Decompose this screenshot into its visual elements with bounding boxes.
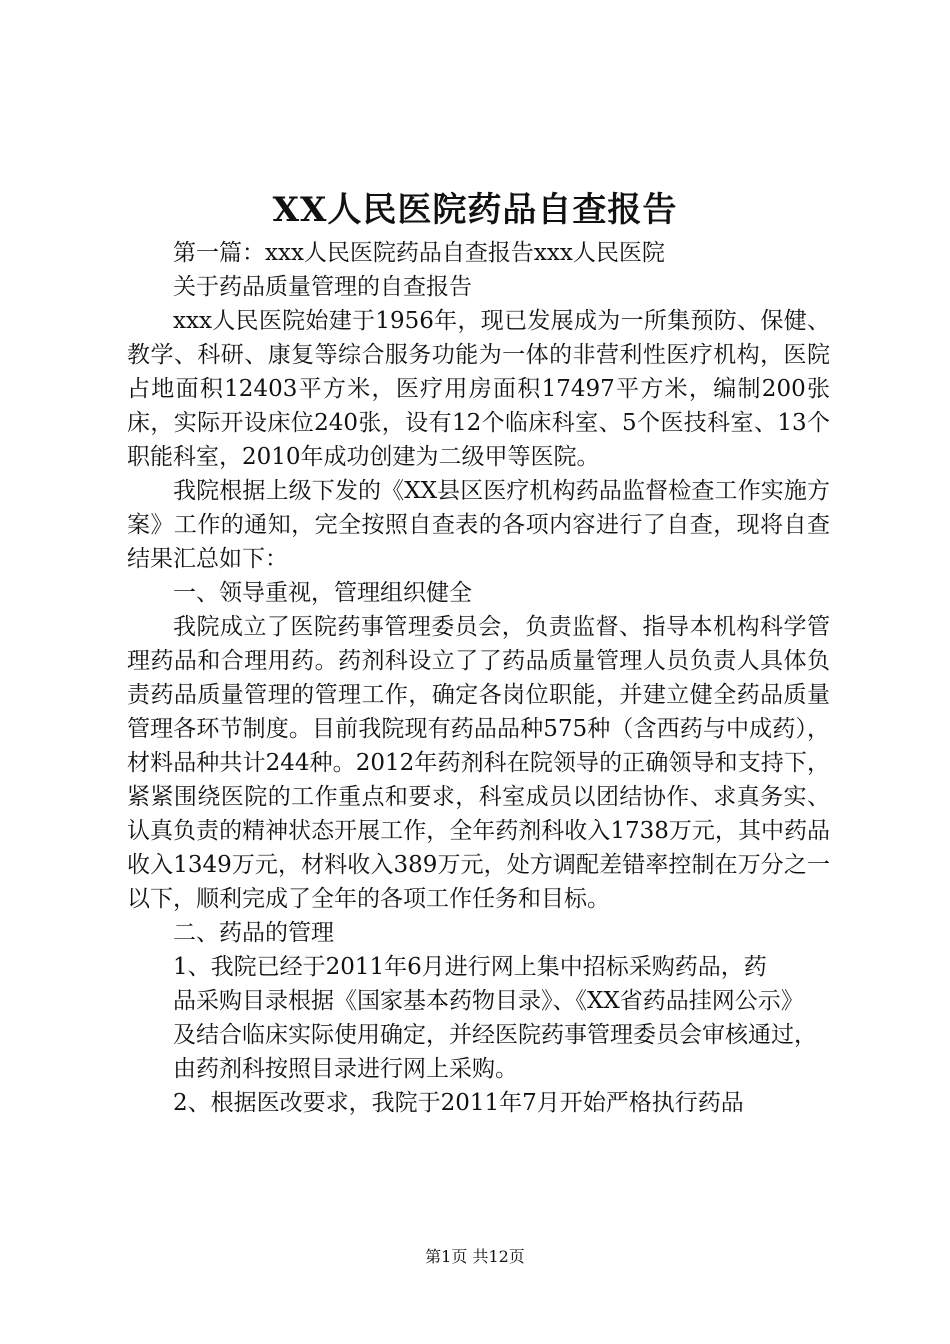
document-title: XX人民医院药品自查报告 — [272, 190, 678, 230]
paragraph-item-1-part-3: 及结合临床实际使用确定，并经医院药事管理委员会审核通过， — [173, 1022, 817, 1048]
paragraph-item-2: 2、根据医改要求，我院于2011年7月开始严格执行药品 — [173, 1090, 744, 1116]
paragraph-inspection-basis: 我院根据上级下发的《XX县区医疗机构药品监督检查工作实施方案》工作的通知，完全按照自查表的各项内容进行了自查，现将自查结果汇总如下： — [127, 478, 830, 572]
heading-leadership: 一、领导重视，管理组织健全 — [173, 580, 472, 606]
document-body — [127, 236, 830, 1120]
paragraph-section-heading: 第一篇：xxx人民医院药品自查报告xxx人民医院 — [173, 240, 665, 266]
paragraph-item-1-part-4: 由药剂科按照目录进行网上采购。 — [173, 1056, 518, 1082]
paragraph-item-1-part-1: 1、我院已经于2011年6月进行网上集中招标采购药品，药 — [173, 954, 767, 980]
paragraph-hospital-intro: xxx人民医院始建于1956年，现已发展成为一所集预防、保健、教学、科研、康复等综合服务功能为一体的非营利性医疗机构，医院占地面积12403平方米，医疗用房面积17497平方米，编制200张床，实际开设床位240张，设有12个临床科室、5个医技科室、13个职能科室，2010年成功创建为二级甲等医院。 — [127, 308, 830, 470]
paragraph-subtitle: 关于药品质量管理的自查报告 — [173, 274, 472, 300]
paragraph-management-organization: 我院成立了医院药事管理委员会，负责监督、指导本机构科学管理药品和合理用药。药剂科设立了了药品质量管理人员负责人具体负责药品质量管理的管理工作，确定各岗位职能，并建立健全药品质量管理各环节制度。目前我院现有药品品种575种（含西药与中成药），材料品种共计244种。2012年药剂科在院领导的正确领导和支持下，紧紧围绕医院的工作重点和要求，科室成员以团结协作、求真务实、认真负责的精神状态开展工作，全年药剂科收入1738万元，其中药品收入1349万元，材料收入389万元，处方调配差错率控制在万分之一以下，顺利完成了全年的各项工作任务和目标。 — [127, 614, 830, 912]
heading-drug-management: 二、药品的管理 — [173, 920, 334, 946]
page-number: 第1页 共12页 — [425, 1247, 525, 1266]
paragraph-item-1-part-2: 品采购目录根据《国家基本药物目录》、《XX省药品挂网公示》 — [173, 988, 804, 1014]
